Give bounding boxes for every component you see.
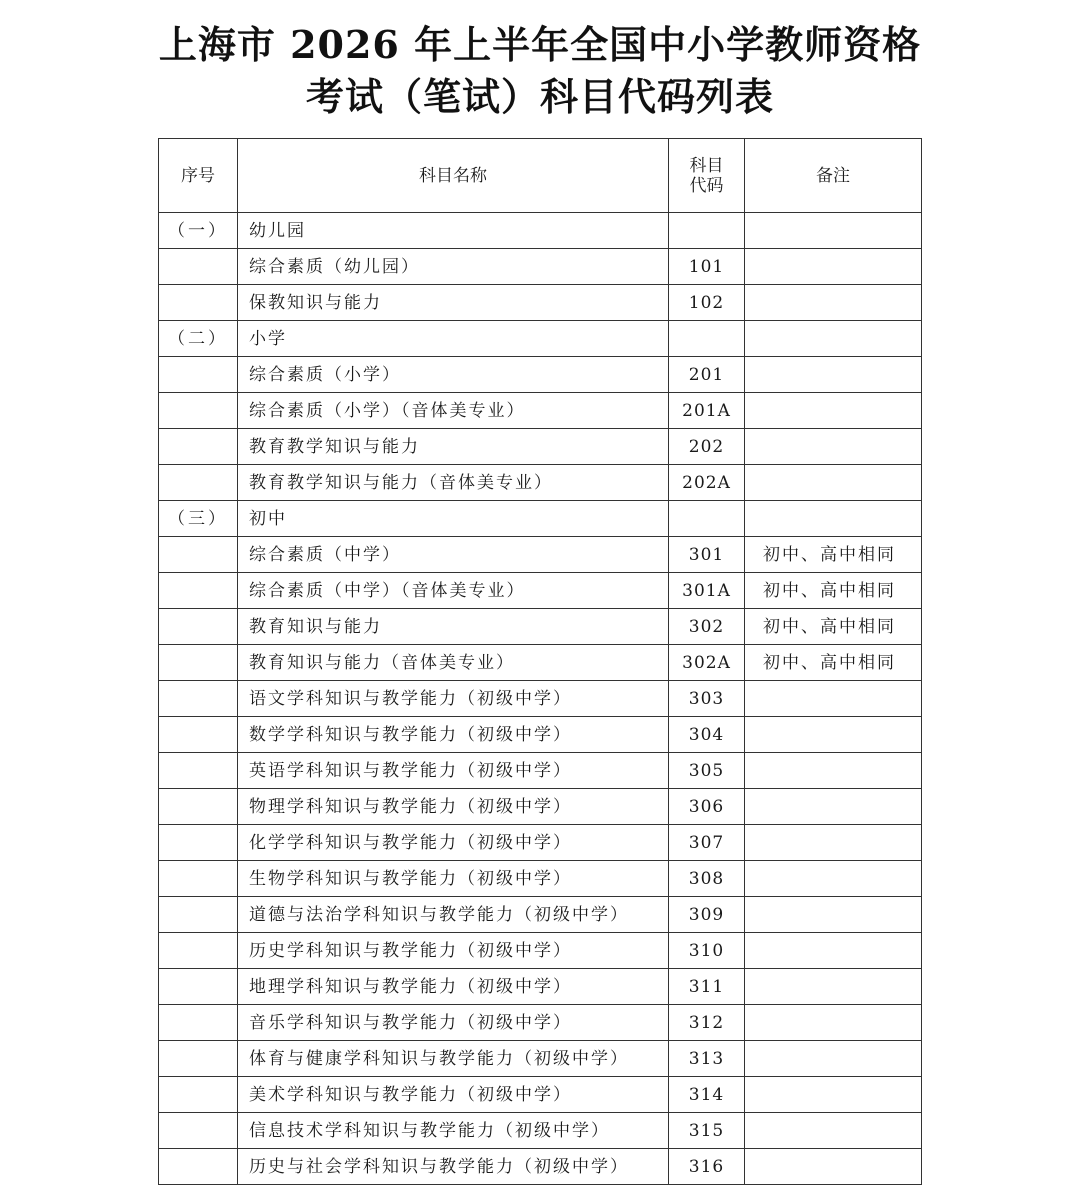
subject-name-cell: 数学学科知识与教学能力（初级中学） (238, 717, 669, 753)
table-row (159, 573, 922, 609)
header-subject-code (669, 139, 745, 213)
subject-name-cell: 化学学科知识与教学能力（初级中学） (238, 825, 669, 861)
seq-cell (159, 753, 238, 789)
subject-code-cell: 301A (669, 573, 745, 609)
subject-name-cell: 教育知识与能力 (238, 609, 669, 645)
remark-cell (745, 861, 922, 897)
subject-name-cell: 生物学科知识与教学能力（初级中学） (238, 861, 669, 897)
subject-code-cell: 202 (669, 429, 745, 465)
remark-cell: 初中、高中相同 (745, 573, 922, 609)
subject-code-cell: 305 (669, 753, 745, 789)
table-row (159, 897, 922, 933)
subject-name-cell: 地理学科知识与教学能力（初级中学） (238, 969, 669, 1005)
table-row (159, 933, 922, 969)
subject-name-cell: 小学 (238, 321, 669, 357)
remark-cell (745, 717, 922, 753)
subject-code-cell: 309 (669, 897, 745, 933)
table-row (159, 429, 922, 465)
subject-name-cell: 初中 (238, 501, 669, 537)
table-row (159, 1005, 922, 1041)
seq-cell (159, 645, 238, 681)
table-row (159, 609, 922, 645)
table-row (159, 1077, 922, 1113)
subject-code-cell (669, 213, 745, 249)
subject-code-cell: 201A (669, 393, 745, 429)
subject-name-cell: 教育教学知识与能力 (238, 429, 669, 465)
subject-name-cell: 物理学科知识与教学能力（初级中学） (238, 789, 669, 825)
table-row (159, 321, 922, 357)
subject-name-cell: 英语学科知识与教学能力（初级中学） (238, 753, 669, 789)
subject-name-cell: 综合素质（小学） (238, 357, 669, 393)
subject-code-cell: 311 (669, 969, 745, 1005)
seq-cell (159, 393, 238, 429)
subject-name-cell: 历史与社会学科知识与教学能力（初级中学） (238, 1149, 669, 1185)
remark-cell (745, 249, 922, 285)
table-row (159, 969, 922, 1005)
remark-cell (745, 1113, 922, 1149)
subject-code-cell: 307 (669, 825, 745, 861)
seq-cell (159, 1149, 238, 1185)
subject-name-cell: 幼儿园 (238, 213, 669, 249)
seq-cell (159, 717, 238, 753)
remark-cell (745, 465, 922, 501)
table-row (159, 465, 922, 501)
subject-code-cell: 314 (669, 1077, 745, 1113)
table-row (159, 645, 922, 681)
table-row (159, 861, 922, 897)
remark-cell: 初中、高中相同 (745, 609, 922, 645)
seq-cell (159, 1077, 238, 1113)
subject-code-cell: 101 (669, 249, 745, 285)
header-subject-name: 科目名称 (238, 139, 669, 213)
header-code-line-2: 代码 (689, 175, 724, 196)
table-row (159, 537, 922, 573)
subject-code-cell (669, 321, 745, 357)
subject-name-cell: 保教知识与能力 (238, 285, 669, 321)
header-seq: 序号 (159, 139, 238, 213)
remark-cell (745, 897, 922, 933)
remark-cell (745, 357, 922, 393)
subject-name-cell: 教育教学知识与能力（音体美专业） (238, 465, 669, 501)
table-row (159, 753, 922, 789)
subject-code-cell: 313 (669, 1041, 745, 1077)
seq-cell: （三） (159, 501, 238, 537)
subject-name-cell: 信息技术学科知识与教学能力（初级中学） (238, 1113, 669, 1149)
table-row (159, 213, 922, 249)
table-body (159, 213, 922, 1185)
table-row (159, 681, 922, 717)
subject-code-cell: 102 (669, 285, 745, 321)
seq-cell (159, 789, 238, 825)
subject-name-cell: 音乐学科知识与教学能力（初级中学） (238, 1005, 669, 1041)
seq-cell (159, 357, 238, 393)
seq-cell (159, 933, 238, 969)
subject-code-cell: 306 (669, 789, 745, 825)
remark-cell: 初中、高中相同 (745, 645, 922, 681)
subject-code-cell: 201 (669, 357, 745, 393)
remark-cell (745, 969, 922, 1005)
subject-code-cell: 310 (669, 933, 745, 969)
table-row (159, 1149, 922, 1185)
remark-cell (745, 393, 922, 429)
subject-code-cell: 302 (669, 609, 745, 645)
seq-cell (159, 1113, 238, 1149)
subject-name-cell: 美术学科知识与教学能力（初级中学） (238, 1077, 669, 1113)
table-row (159, 393, 922, 429)
subject-name-cell: 体育与健康学科知识与教学能力（初级中学） (238, 1041, 669, 1077)
subject-name-cell: 教育知识与能力（音体美专业） (238, 645, 669, 681)
remark-cell (745, 681, 922, 717)
seq-cell (159, 465, 238, 501)
subject-code-cell: 202A (669, 465, 745, 501)
subject-code-cell: 312 (669, 1005, 745, 1041)
seq-cell (159, 537, 238, 573)
header-code-line-1: 科目 (689, 155, 724, 176)
table-row (159, 1041, 922, 1077)
subject-code-cell: 315 (669, 1113, 745, 1149)
remark-cell (745, 933, 922, 969)
subject-name-cell: 历史学科知识与教学能力（初级中学） (238, 933, 669, 969)
seq-cell (159, 825, 238, 861)
remark-cell (745, 429, 922, 465)
subject-code-cell: 308 (669, 861, 745, 897)
seq-cell (159, 1041, 238, 1077)
subject-code-cell: 316 (669, 1149, 745, 1185)
subject-name-cell: 道德与法治学科知识与教学能力（初级中学） (238, 897, 669, 933)
remark-cell (745, 1005, 922, 1041)
table-header (159, 139, 922, 213)
remark-cell (745, 285, 922, 321)
remark-cell (745, 213, 922, 249)
header-remark: 备注 (745, 139, 922, 213)
table-row (159, 249, 922, 285)
subject-code-cell: 304 (669, 717, 745, 753)
remark-cell (745, 501, 922, 537)
header-row (159, 139, 922, 213)
seq-cell: （二） (159, 321, 238, 357)
seq-cell (159, 861, 238, 897)
table-row (159, 789, 922, 825)
subject-name-cell: 综合素质（中学） (238, 537, 669, 573)
subject-name-cell: 综合素质（中学）（音体美专业） (238, 573, 669, 609)
table-row (159, 825, 922, 861)
seq-cell (159, 969, 238, 1005)
remark-cell (745, 789, 922, 825)
seq-cell: （一） (159, 213, 238, 249)
table-row (159, 1113, 922, 1149)
seq-cell (159, 609, 238, 645)
document-title-line-2: 考试（笔试）科目代码列表 (305, 74, 774, 119)
subject-code-cell (669, 501, 745, 537)
seq-cell (159, 897, 238, 933)
subject-name-cell: 综合素质（幼儿园） (238, 249, 669, 285)
subject-code-cell: 303 (669, 681, 745, 717)
remark-cell (745, 753, 922, 789)
remark-cell (745, 1149, 922, 1185)
remark-cell (745, 1041, 922, 1077)
table-row (159, 357, 922, 393)
document-title-line-1: 上海市 2026 年上半年全国中小学教师资格 (158, 22, 922, 67)
subject-code-table (158, 138, 922, 1185)
remark-cell (745, 1077, 922, 1113)
table-row (159, 717, 922, 753)
table-row (159, 285, 922, 321)
remark-cell (745, 321, 922, 357)
seq-cell (159, 573, 238, 609)
remark-cell: 初中、高中相同 (745, 537, 922, 573)
subject-code-cell: 301 (669, 537, 745, 573)
seq-cell (159, 1005, 238, 1041)
subject-name-cell: 综合素质（小学）（音体美专业） (238, 393, 669, 429)
subject-name-cell: 语文学科知识与教学能力（初级中学） (238, 681, 669, 717)
table-row (159, 501, 922, 537)
seq-cell (159, 681, 238, 717)
remark-cell (745, 825, 922, 861)
seq-cell (159, 249, 238, 285)
seq-cell (159, 285, 238, 321)
seq-cell (159, 429, 238, 465)
subject-code-cell: 302A (669, 645, 745, 681)
